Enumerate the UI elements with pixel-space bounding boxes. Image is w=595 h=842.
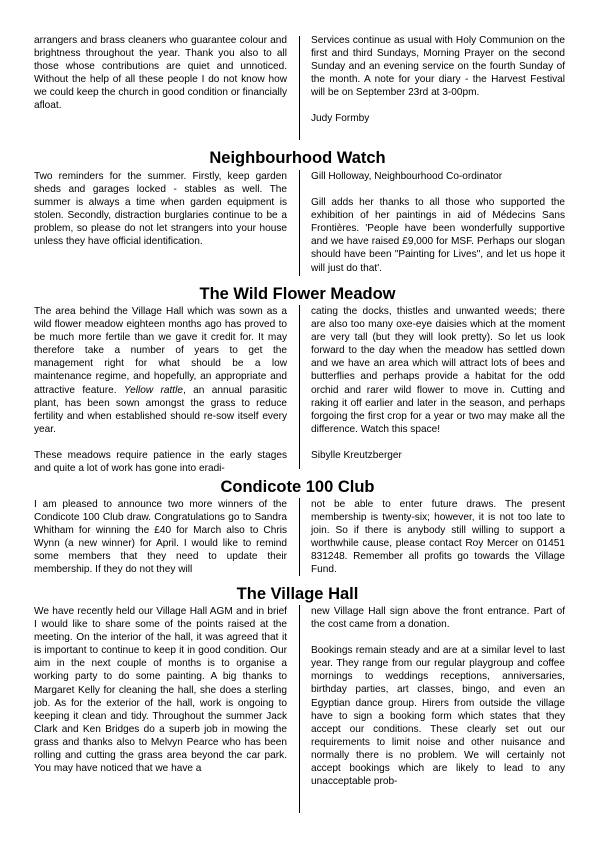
column-divider — [299, 605, 300, 813]
neighbourhood-left-column — [34, 170, 287, 249]
club-right-paragraph: not be able to enter future draws. The present membership is twenty-six; however, it is not too late to join. So if there is anybody still willing to support a worthwhile cause, please contact Roy Mercer on 01451 831248. Remember all profits go towards the Village Fund. — [311, 499, 565, 576]
intro-right-paragraph: Services continue as usual with Holy Communion on the first and third Sundays, Morning Prayer on the second Sunday and an evening service on the fourth Sunday of the month. A note for your diary - the Harvest Festival will be on September 23rd at 3-00pm. — [311, 35, 565, 99]
intro-left-column — [34, 34, 287, 113]
hall-left-paragraph: We have recently held our Village Hall AGM and in brief I would like to share some of the points raised at the meeting. On the interior of the hall, it was agreed that it is important to continue to keep it in good condition. Our aim in the next couple of months is to organise a working party to do some painting. A big thanks to Margaret Kelly for cleaning the hall, she does a sterling job. As for the exterior of the hall, work is ongoing to keeping it clean and tidy. Throughout the summer Jack Clark and Ken Bridges do a superb job in mowing the grass and thanks also to Melvyn Pearce who has been rolling and cutting the grass area beyond the car park. You may have noticed that we have a — [34, 606, 287, 775]
column-divider — [299, 498, 300, 576]
neighbourhood-left-paragraph: Two reminders for the summer. Firstly, keep garden sheds and garages locked - stables as well. The summer is always a time when garden equipment is stolen. Secondly, distraction burglaries continue to be a problem, so please do not let strangers into your house unless they have official identification. — [34, 171, 287, 248]
meadow-text-start: The area behind the Village Hall which was sown as a wild flower meadow eighteen months ago has proved to be much more fertile than we gave it credit for. It may therefore take a number of years to get the management right for what should be a low maintenance regime, and hopefully, an appropriate and attractive feature. — [34, 306, 287, 396]
intro-right-column — [311, 34, 565, 126]
hall-right-paragraph-1: new Village Hall sign above the front entrance. Part of the cost came from a donation. — [311, 606, 565, 631]
meadow-right-column — [311, 305, 565, 462]
heading-100-club: Condicote 100 Club — [220, 478, 375, 496]
neighbourhood-right-paragraph: Gill adds her thanks to all those who supported the exhibition of her paintings in aid of Médecins Sans Frontières. 'People have been wonderfully supportive and we have raised £9,000 for MSF. Perhaps our slogan should have been "Painting for Lives", and let us hope it will just do that'. — [311, 197, 565, 274]
meadow-text-end: , an annual parasitic plant, has been sown amongst the grass to reduce fertility and when established should re-sow itself every year. — [34, 384, 287, 435]
meadow-right-paragraph: cating the docks, thistles and unwanted weeds; there are also too many oxe-eye daisies which at the moment are very tall (but they will look pretty). So let us look forward to the day when the meadow has settled down and we have an area which will attract lots of bees and butterflies and perhaps provide a habitat for the odd orchid and rarer wild flower to move in. Cutting and raking it off earlier and later in the season, and perhaps forgoing the first crop for a year or two may make all the difference. Watch this space! — [311, 306, 565, 435]
heading-neighbourhood-watch: Neighbourhood Watch — [209, 149, 386, 167]
meadow-left-paragraph-1 — [34, 305, 287, 436]
column-divider — [299, 170, 300, 276]
hall-right-column — [311, 605, 565, 788]
hall-right-paragraph-2: Bookings remain steady and are at a similar level to last year. They range from our regular playgroup and coffee mornings to weddings receptions, anniversaries, birthday parties, art classes, bingo, and even an Egyptian dance group. Hirers from outside the village have to sign a booking form which states that they accept our conditions. These clearly set out our requirements to limit noise and other nuisance and normally there is no problem. We will certainly not accept bookings which are likely to lead to any unacceptable prob- — [311, 645, 565, 788]
heading-village-hall: The Village Hall — [236, 585, 359, 603]
column-divider — [299, 36, 300, 140]
club-right-column — [311, 498, 565, 577]
intro-signature: Judy Formby — [311, 113, 370, 125]
hall-left-column — [34, 605, 287, 775]
meadow-plant-name: Yellow rattle — [123, 384, 183, 396]
intro-left-paragraph: arrangers and brass cleaners who guarantee colour and brightness throughout the year. Thank you also to all those whose contributions are quiet and unnoticed. Without the help of all these people I do not know how we could keep the church in good condition or financially afloat. — [34, 35, 287, 112]
meadow-left-paragraph-2: These meadows require patience in the early stages and quite a lot of work has gone into eradi- — [34, 449, 287, 475]
neighbourhood-right-column — [311, 170, 565, 275]
club-left-paragraph: I am pleased to announce two more winners of the Condicote 100 Club draw. Congratulations go to Sandra Whitham for winning the £40 for March also to Chris Wynn (a new winner) for April. I would like to remind some members that they need to update their membership. If they do not they will — [34, 499, 287, 576]
neighbourhood-author: Gill Holloway, Neighbourhood Co-ordinator — [311, 171, 503, 182]
heading-wild-flower-meadow: The Wild Flower Meadow — [199, 285, 396, 303]
club-left-column — [34, 498, 287, 577]
column-divider — [299, 305, 300, 469]
meadow-left-column — [34, 305, 287, 475]
meadow-signature: Sibylle Kreutzberger — [311, 449, 402, 461]
